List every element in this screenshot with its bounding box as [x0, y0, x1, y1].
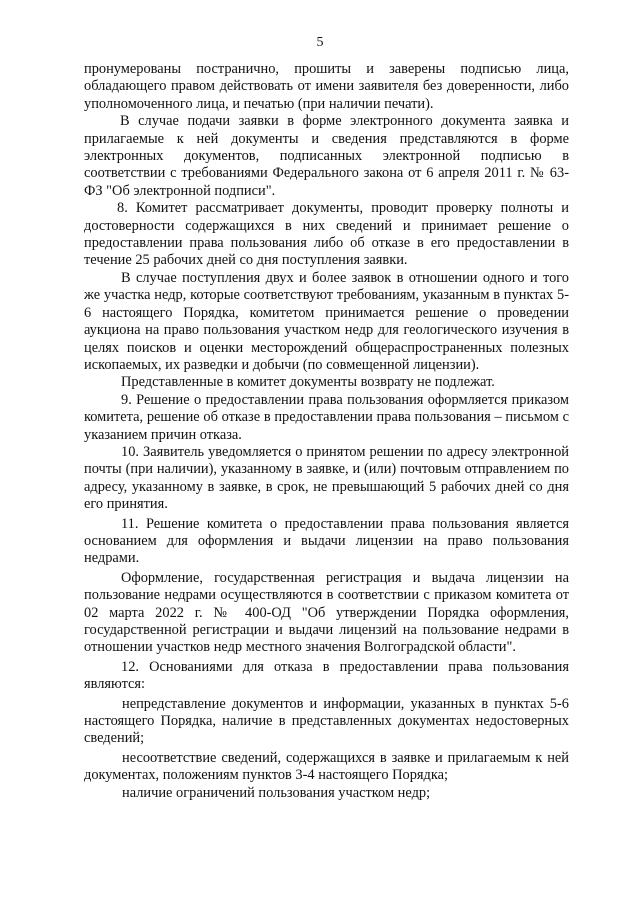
- paragraph-item-10: 10. Заявитель уведомляется о принятом решении по адресу электронной почты (при наличии), указанному в заявке, и (или) почтовым отправлением по адресу, указанному в заявке, в срок, не превышающий 5 рабочих дней со дня его принятия.: [84, 443, 569, 513]
- list-item-refusal-ground: непредставление документов и информации, указанных в пунктах 5-6 настоящего Порядка, наличие в представленных документах недостоверных сведений;: [84, 695, 569, 747]
- paragraph-multiple-applications: В случае поступления двух и более заявок в отношении одного и того же участка недр, которые соответствуют требованиям, указанным в пунктах 5-6 настоящего Порядка, комитетом принимается решение о проведении аукциона на право пользования участком недр для геологического изучения в целях поисков и оценки месторождений общераспространенных полезных ископаемых, их разведки и добычи (по совмещенной лицензии).: [84, 269, 569, 373]
- paragraph-item-8: 8. Комитет рассматривает документы, проводит проверку полноты и достоверности содержащихся в них сведений и принимает решение о предоставлении права пользования либо об отказе в его предоставлении в течение 25 рабочих дней со дня поступления заявки.: [84, 200, 569, 269]
- page-number: 5: [316, 35, 324, 50]
- paragraph-electronic-submission: В случае подачи заявки в форме электронного документа заявка и прилагаемые к ней документы и сведения представляются в форме электронных документов, подписанных электронной подписью в соответствии с требованиями Федерального закона от 6 апреля 2011 г. № 63-ФЗ "Об электронной подписи".: [84, 113, 569, 199]
- paragraph-license-registration: Оформление, государственная регистрация и выдача лицензии на пользование недрами осуществляются в соответствии с приказом комитета от 02 марта 2022 г. № 400-ОД "Об утверждении Порядка оформления, государственной регистрации и выдачи лицензий на пользование недрами в отношении участков недр местного значения Волгоградской области".: [84, 569, 569, 656]
- paragraph-documents-not-returned: Представленные в комитет документы возврату не подлежат.: [121, 374, 495, 391]
- list-item-refusal-ground: наличие ограничений пользования участком недр;: [122, 784, 431, 801]
- paragraph-item-9: 9. Решение о предоставлении права пользования оформляется приказом комитета, решение об отказе в предоставлении права пользования – письмом с указанием причин отказа.: [84, 391, 569, 443]
- paragraph-item-11: 11. Решение комитета о предоставлении права пользования является основанием для оформления и выдачи лицензии на право пользования недрами.: [84, 515, 569, 567]
- paragraph-continuation: пронумерованы постранично, прошиты и заверены подписью лица, обладающего правом действовать от имени заявителя без доверенности, либо уполномоченного лица, и печатью (при наличии печати).: [84, 61, 569, 112]
- paragraph-item-12: 12. Основаниями для отказа в предоставлении права пользования являются:: [84, 658, 569, 693]
- list-item-refusal-ground: несоответствие сведений, содержащихся в заявке и прилагаемым к ней документах, положениям пунктов 3-4 настоящего Порядка;: [84, 749, 569, 784]
- document-body: [84, 61, 569, 802]
